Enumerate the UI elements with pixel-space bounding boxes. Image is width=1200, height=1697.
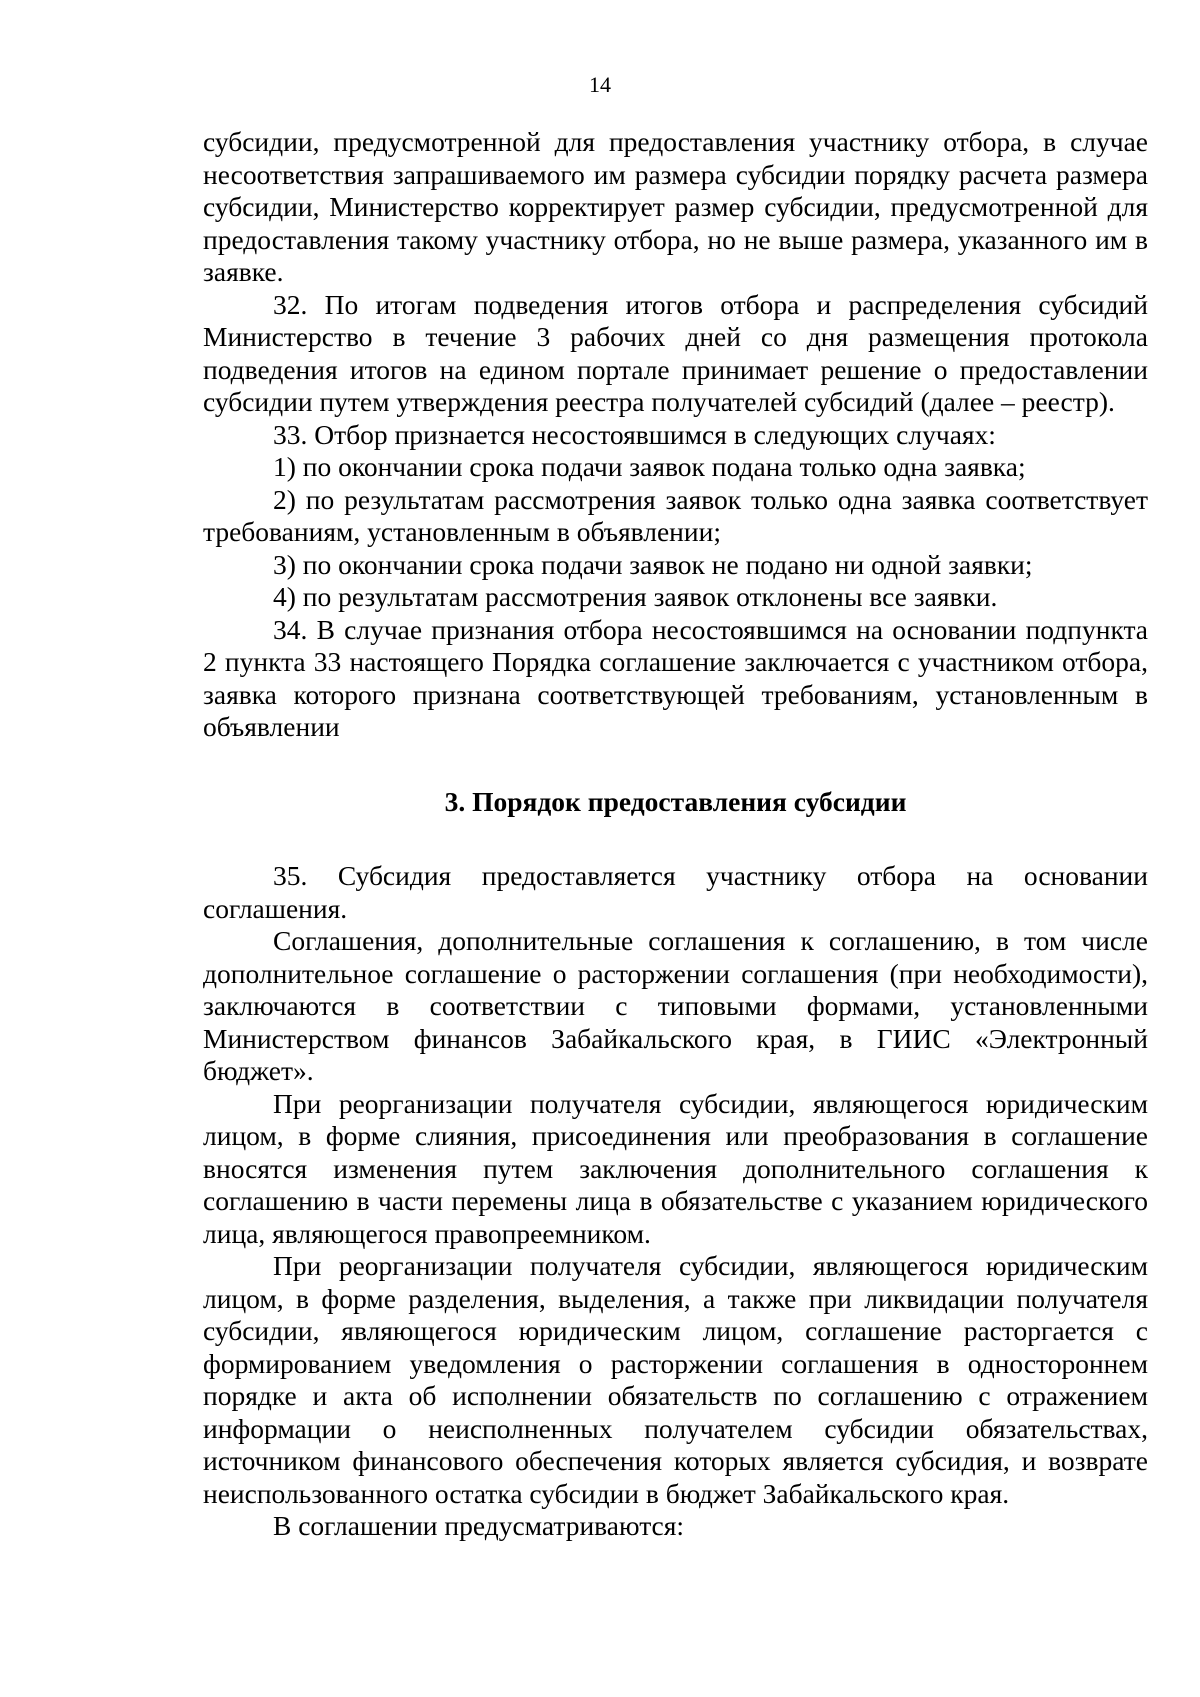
paragraphs-before-heading <box>203 126 1148 744</box>
paragraphs-after-heading <box>203 860 1148 1543</box>
paragraph: 35. Субсидия предоставляется участнику отбора на основании соглашения. <box>203 860 1148 924</box>
list-item: 2) по результатам рассмотрения заявок только одна заявка соответствует требованиям, установленным в объявлении; <box>203 483 1148 547</box>
paragraph: При реорганизации получателя субсидии, являющегося юридическим лицом, в форме разделения, выделения, а также при ликвидации получателя субсидии, являющегося юридическим лицом, соглашение расторгается с формированием уведомления о расторжении соглашения в одностороннем порядке и акта об исполнении обязательств по соглашению с отражением информации о неисполненных получателем субсидии обязательствах, источником финансового обеспечения которых является субсидия, и возврате неиспользованного остатка субсидии в бюджет Забайкальского края. <box>203 1250 1148 1509</box>
document-body <box>203 126 1148 1543</box>
paragraph: субсидии, предусмотренной для предоставления участнику отбора, в случае несоответствия запрашиваемого им размера субсидии порядку расчета размера субсидии, Министерство корректирует размер субсидии, предусмотренной для предоставления такому участнику отбора, но не выше размера, указанного им в заявке. <box>203 126 1148 287</box>
paragraph: 32. По итогам подведения итогов отбора и распределения субсидий Министерство в течение 3 рабочих дней со дня размещения протокола подведения итогов на едином портале принимает решение о предоставлении субсидии путем утверждения реестра получателей субсидий (далее – реестр). <box>203 288 1148 417</box>
page-number: 14 <box>589 72 611 97</box>
list-item: 3) по окончании срока подачи заявок не подано ни одной заявки; <box>273 548 1033 580</box>
paragraph: 34. В случае признания отбора несостоявшимся на основании подпункта 2 пункта 33 настоящего Порядка соглашение заключается с участником отбора, заявка которого признана соответствующей требованиям, установленным в объявлении <box>203 613 1148 742</box>
paragraph: В соглашении предусматриваются: <box>273 1510 685 1541</box>
list-item: 4) по результатам рассмотрения заявок отклонены все заявки. <box>273 581 998 612</box>
paragraph: Соглашения, дополнительные соглашения к соглашению, в том числе дополнительное соглашение о расторжении соглашения (при необходимости), заключаются в соответствии с типовыми формами, установленными Министерством финансов Забайкальского края, в ГИИС «Электронный бюджет». <box>203 925 1148 1086</box>
paragraph: 33. Отбор признается несостоявшимся в следующих случаях: <box>273 418 996 450</box>
section-heading: 3. Порядок предоставления субсидии <box>444 785 907 817</box>
paragraph: При реорганизации получателя субсидии, являющегося юридическим лицом, в форме слияния, присоединения или преобразования в соглашение вносятся изменения путем заключения дополнительного соглашения к соглашению в части перемены лица в обязательстве с указанием юридического лица, являющегося правопреемником. <box>203 1087 1148 1249</box>
list-item: 1) по окончании срока подачи заявок подана только одна заявка; <box>273 451 1026 482</box>
